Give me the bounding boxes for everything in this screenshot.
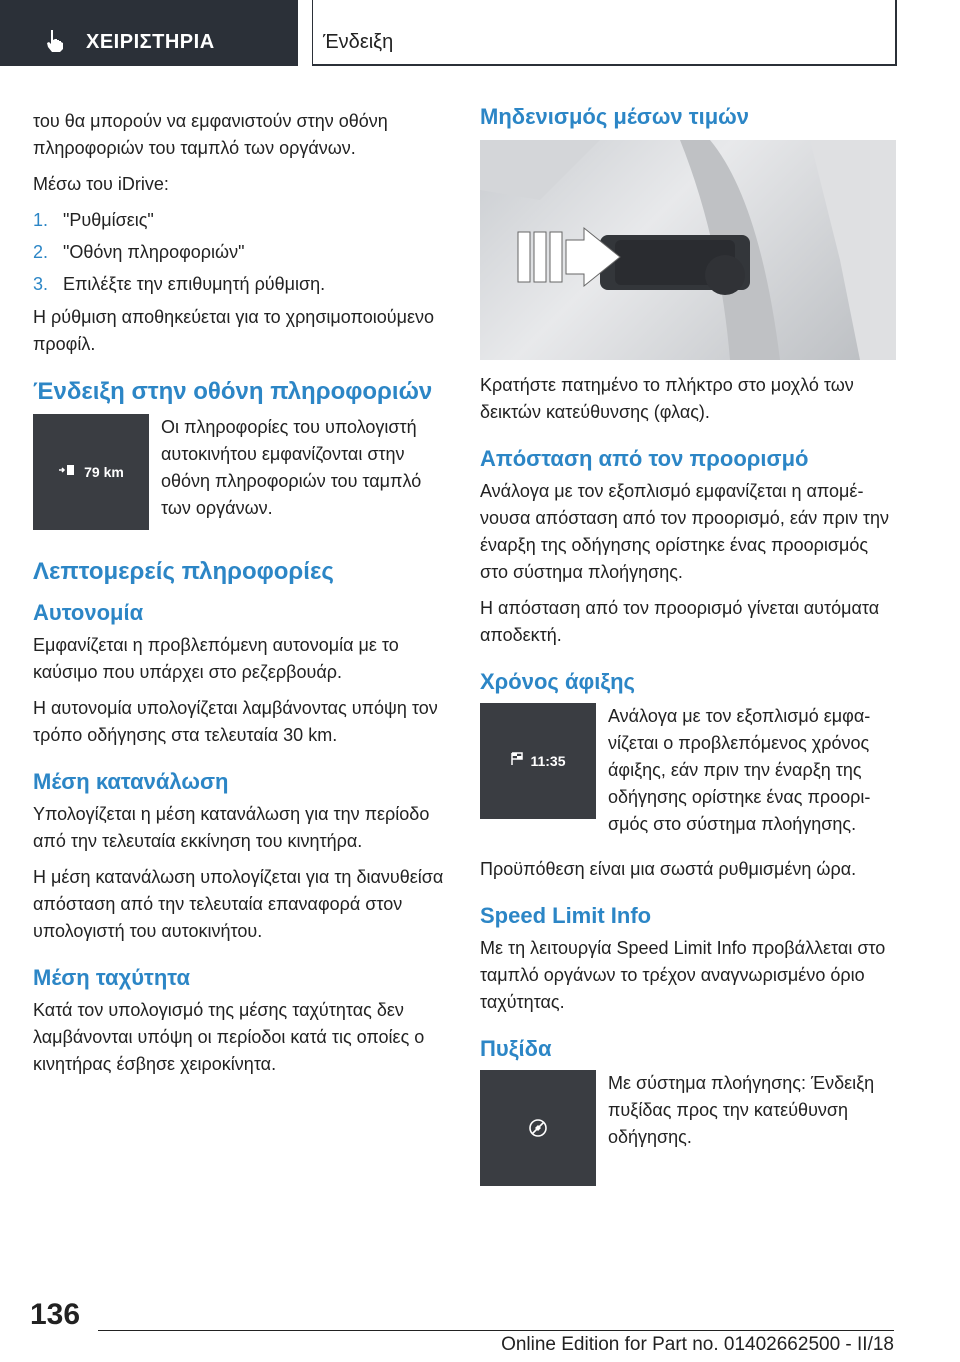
section-crumb-box	[312, 0, 897, 66]
heading-range: Αυτονομία	[33, 600, 144, 625]
step-text: "Ρυθμίσεις"	[63, 210, 154, 230]
left-column	[33, 108, 451, 1087]
display-description: Οι πληροφορίες του υπολογιστή αυτοκινήτου εμφανίζονται στην οθόνη πληροφοριών του ταμπλό των οργάνων.	[161, 417, 422, 518]
arrival-description: Ανάλογα με τον εξοπλισμό εμφανίζεται ο προβλεπόμενος χρόνος άφιξης, εάν πριν την έναρξη της οδήγησης ορίστηκε ένας προορισμός στο σύστημα πλοήγησης.	[608, 706, 871, 834]
speed-limit-paragraph: Με τη λειτουργία Speed Limit Info προβάλλεται στο ταμπλό οργάνων το τρέχον αναγνωρισμένο όριο ταχύτητας.	[480, 938, 886, 1012]
right-column	[480, 102, 898, 1186]
edition-footer: Online Edition for Part no. 01402662500 - II/18	[501, 1334, 894, 1355]
saved-note: Η ρύθμιση αποθηκεύεται για το χρησιμοποιούμενο προφίλ.	[33, 307, 434, 354]
steps-list	[33, 207, 451, 298]
avg-consumption-paragraph-1: Υπολογίζεται η μέση κατανάλωση για την περίοδο από την τελευταία εκκίνηση του κινητήρα.	[33, 804, 430, 851]
step-text: "Οθόνη πληροφοριών"	[63, 242, 245, 262]
section-title: Ένδειξη	[323, 31, 394, 53]
chapter-title: ΧΕΙΡΙΣΤΗΡΙΑ	[86, 31, 215, 53]
heading-display: Ένδειξη στην οθόνη πληροφοριών	[33, 378, 433, 405]
intro-paragraph: του θα μπορούν να εμφανιστούν στην οθόνη πληροφοριών του ταμπλό των οργάνων.	[33, 111, 388, 158]
step-number: 2.	[33, 242, 49, 262]
range-display-thumbnail	[33, 414, 149, 530]
list-item	[33, 239, 451, 266]
chapter-tab	[0, 0, 298, 66]
step-text: Επιλέξτε την επιθυμητή ρύθμιση.	[63, 274, 326, 294]
compass-icon	[527, 1117, 549, 1139]
flag-icon	[510, 748, 524, 775]
reset-paragraph: Κρατήστε πατημένο το πλήκτρο στο μοχλό των δεικτών κατεύθυνσης (φλας).	[480, 375, 854, 422]
range-paragraph-1: Εμφανίζεται η προβλεπόμενη αυτονομία με το καύσιμο που υπάρχει στο ρεζερβουάρ.	[33, 635, 399, 682]
step-number: 3.	[33, 274, 49, 294]
fuel-pump-icon	[58, 459, 78, 486]
arrival-time-thumbnail	[480, 703, 596, 819]
list-item	[33, 207, 451, 234]
range-value: 79 km	[84, 463, 124, 480]
idrive-paragraph: Μέσω του iDrive:	[33, 174, 169, 194]
turn-signal-lever-photo	[480, 140, 896, 360]
compass-thumbnail	[480, 1070, 596, 1186]
distance-paragraph-2: Η απόσταση από τον προορισμό γίνεται αυτόματα αποδεκτή.	[480, 598, 880, 645]
lever-illustration	[480, 140, 896, 360]
step-number: 1.	[33, 210, 49, 230]
heading-avg-consumption: Μέση κατανάλωση	[33, 769, 229, 794]
arrival-time-value: 11:35	[530, 752, 566, 769]
distance-paragraph-1: Ανάλογα με τον εξοπλισμό εμφανίζεται η απομένουσα απόσταση από τον προορισμό, εάν πριν την έναρξη της οδήγησης ορίστηκε ένας προορισμός στο σύστημα πλοήγησης.	[480, 481, 890, 582]
heading-details: Λεπτομερείς πληροφορίες	[33, 558, 334, 585]
avg-consumption-paragraph-2: Η μέση κατανάλωση υπολογίζεται για τη διανυθείσα απόσταση από την τελευταία επαναφορά στον υπολογιστή του αυτοκινήτου.	[33, 867, 444, 941]
heading-arrival: Χρόνος άφιξης	[480, 669, 635, 694]
heading-speed-limit: Speed Limit Info	[480, 903, 652, 928]
avg-speed-paragraph: Κατά τον υπολογισμό της μέσης ταχύτητας δεν λαμβάνονται υπόψη οι περίοδοι κατά τις οποίες ο κινητήρας έσβησε χειροκίνητα.	[33, 1000, 425, 1074]
list-item	[33, 271, 451, 298]
heading-avg-speed: Μέση ταχύτητα	[33, 965, 191, 990]
compass-description: Με σύστημα πλοήγησης: Ένδειξη πυξίδας προς την κατεύθυνση οδήγησης.	[608, 1073, 875, 1147]
range-paragraph-2: Η αυτονομία υπολογίζεται λαμβάνοντας υπόψη τον τρόπο οδήγησης στα τελευταία 30 km.	[33, 698, 438, 745]
heading-compass: Πυξίδα	[480, 1036, 552, 1061]
hand-pointer-icon	[42, 28, 68, 54]
page-number: 136	[30, 1298, 81, 1331]
footer-divider	[98, 1330, 894, 1331]
arrival-paragraph-2: Προϋπόθεση είναι μια σωστά ρυθμισμένη ώρα.	[480, 859, 857, 879]
heading-distance: Απόσταση από τον προορισμό	[480, 446, 809, 471]
heading-reset: Μηδενισμός μέσων τιμών	[480, 104, 749, 129]
